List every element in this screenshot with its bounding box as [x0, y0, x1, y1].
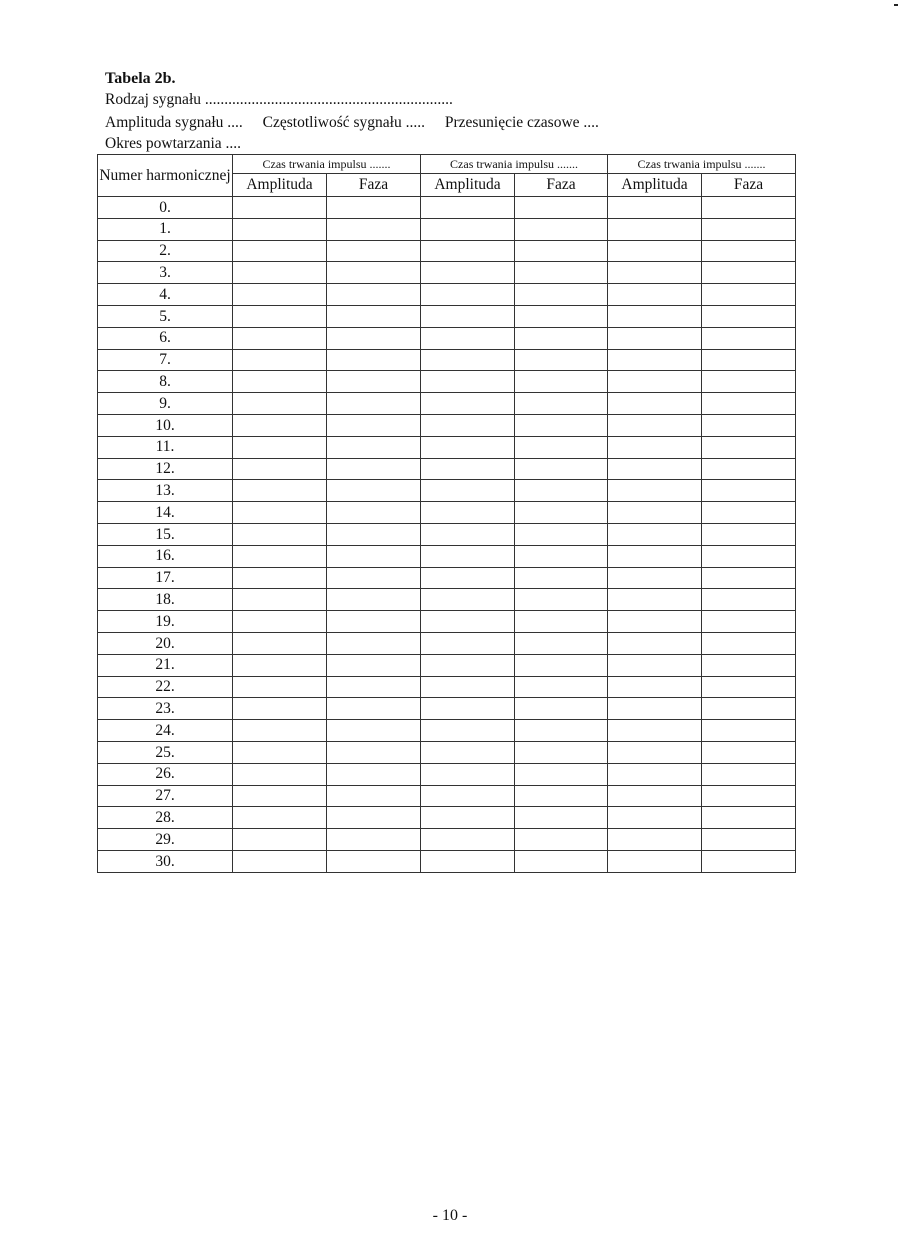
- phase-cell[interactable]: [327, 349, 421, 371]
- amplitude-cell[interactable]: [233, 458, 327, 480]
- amplitude-cell[interactable]: [421, 785, 515, 807]
- phase-cell[interactable]: [702, 632, 796, 654]
- phase-cell[interactable]: [702, 698, 796, 720]
- phase-cell[interactable]: [515, 850, 608, 872]
- amplitude-cell[interactable]: [233, 414, 327, 436]
- phase-cell[interactable]: [515, 589, 608, 611]
- amplitude-cell[interactable]: [608, 436, 702, 458]
- phase-cell[interactable]: [702, 567, 796, 589]
- amplitude-cell[interactable]: [608, 632, 702, 654]
- harmonic-number-cell: 26.: [98, 763, 233, 785]
- phase-cell[interactable]: [702, 218, 796, 240]
- pulse-duration-header: Czas trwania impulsu .......: [608, 155, 796, 174]
- phase-cell[interactable]: [702, 829, 796, 851]
- phase-cell[interactable]: [515, 393, 608, 415]
- harmonic-number-cell: 9.: [98, 393, 233, 415]
- amplitude-cell[interactable]: [421, 371, 515, 393]
- amplitude-cell[interactable]: [421, 567, 515, 589]
- harmonic-number-cell: 4.: [98, 284, 233, 306]
- harmonic-number-cell: 19.: [98, 611, 233, 633]
- amplitude-cell[interactable]: [233, 305, 327, 327]
- phase-cell[interactable]: [702, 414, 796, 436]
- pulse-duration-header: Czas trwania impulsu .......: [421, 155, 608, 174]
- table-row: [98, 197, 796, 219]
- phase-cell[interactable]: [327, 654, 421, 676]
- phase-cell[interactable]: [327, 785, 421, 807]
- phase-cell[interactable]: [702, 197, 796, 219]
- table-row: [98, 262, 796, 284]
- phase-cell[interactable]: [515, 523, 608, 545]
- amplitude-cell[interactable]: [421, 502, 515, 524]
- amplitude-cell[interactable]: [608, 240, 702, 262]
- harmonics-table: [97, 154, 796, 873]
- phase-cell[interactable]: [515, 349, 608, 371]
- phase-cell[interactable]: [327, 829, 421, 851]
- amplitude-cell[interactable]: [233, 240, 327, 262]
- table-row: [98, 589, 796, 611]
- amplitude-cell[interactable]: [233, 807, 327, 829]
- amplitude-cell[interactable]: [608, 698, 702, 720]
- amplitude-cell[interactable]: [233, 741, 327, 763]
- phase-cell[interactable]: [327, 698, 421, 720]
- phase-cell[interactable]: [327, 284, 421, 306]
- amplitude-cell[interactable]: [608, 850, 702, 872]
- phase-cell[interactable]: [327, 611, 421, 633]
- phase-cell[interactable]: [515, 632, 608, 654]
- amplitude-cell[interactable]: [608, 458, 702, 480]
- amplitude-cell[interactable]: [608, 480, 702, 502]
- amplitude-cell[interactable]: [608, 545, 702, 567]
- harmonic-number-cell: 20.: [98, 632, 233, 654]
- phase-cell[interactable]: [327, 545, 421, 567]
- phase-cell[interactable]: [702, 763, 796, 785]
- amplitude-cell[interactable]: [233, 720, 327, 742]
- amplitude-cell[interactable]: [608, 523, 702, 545]
- harmonic-number-cell: 7.: [98, 349, 233, 371]
- phase-cell[interactable]: [327, 480, 421, 502]
- phase-cell[interactable]: [515, 829, 608, 851]
- amplitude-cell[interactable]: [608, 305, 702, 327]
- phase-cell[interactable]: [515, 197, 608, 219]
- phase-cell[interactable]: [327, 393, 421, 415]
- harmonic-number-cell: 21.: [98, 654, 233, 676]
- phase-cell[interactable]: [515, 567, 608, 589]
- phase-header: Faza: [702, 174, 796, 197]
- harmonic-number-cell: 2.: [98, 240, 233, 262]
- table-row: [98, 654, 796, 676]
- amplitude-cell[interactable]: [608, 414, 702, 436]
- frequency-field: Częstotliwość sygnału .....: [262, 114, 425, 131]
- amplitude-cell[interactable]: [421, 720, 515, 742]
- phase-cell[interactable]: [327, 632, 421, 654]
- amplitude-cell[interactable]: [421, 327, 515, 349]
- table-row: [98, 829, 796, 851]
- phase-cell[interactable]: [327, 305, 421, 327]
- amplitude-cell[interactable]: [421, 698, 515, 720]
- phase-cell[interactable]: [702, 807, 796, 829]
- phase-cell[interactable]: [515, 218, 608, 240]
- phase-cell[interactable]: [702, 240, 796, 262]
- amplitude-cell[interactable]: [233, 371, 327, 393]
- amplitude-field: Amplituda sygnału ....: [105, 114, 243, 131]
- amplitude-cell[interactable]: [608, 502, 702, 524]
- amplitude-cell[interactable]: [608, 676, 702, 698]
- phase-cell[interactable]: [327, 414, 421, 436]
- harmonic-number-cell: 29.: [98, 829, 233, 851]
- harmonic-number-header: Numer harmonicznej: [98, 155, 233, 197]
- phase-cell[interactable]: [515, 698, 608, 720]
- amplitude-cell[interactable]: [233, 284, 327, 306]
- harmonic-number-cell: 17.: [98, 567, 233, 589]
- amplitude-cell[interactable]: [608, 262, 702, 284]
- page-number: - 10 -: [432, 1207, 468, 1224]
- table-row: [98, 393, 796, 415]
- table-title: Tabela 2b.: [105, 70, 176, 87]
- amplitude-cell[interactable]: [233, 523, 327, 545]
- amplitude-cell[interactable]: [608, 218, 702, 240]
- phase-cell[interactable]: [515, 305, 608, 327]
- harmonic-number-cell: 10.: [98, 414, 233, 436]
- harmonic-number-cell: 24.: [98, 720, 233, 742]
- harmonic-number-cell: 23.: [98, 698, 233, 720]
- amplitude-cell[interactable]: [421, 589, 515, 611]
- phase-cell[interactable]: [702, 850, 796, 872]
- phase-cell[interactable]: [515, 676, 608, 698]
- amplitude-cell[interactable]: [608, 284, 702, 306]
- amplitude-cell[interactable]: [233, 502, 327, 524]
- table-row: [98, 240, 796, 262]
- phase-cell[interactable]: [702, 741, 796, 763]
- amplitude-cell[interactable]: [233, 632, 327, 654]
- amplitude-cell[interactable]: [421, 632, 515, 654]
- amplitude-cell[interactable]: [421, 763, 515, 785]
- amplitude-cell[interactable]: [608, 807, 702, 829]
- phase-cell[interactable]: [327, 850, 421, 872]
- phase-cell[interactable]: [327, 197, 421, 219]
- amplitude-cell[interactable]: [233, 480, 327, 502]
- amplitude-cell[interactable]: [233, 829, 327, 851]
- amplitude-cell[interactable]: [421, 262, 515, 284]
- time-shift-field: Przesunięcie czasowe ....: [444, 114, 599, 131]
- phase-cell[interactable]: [702, 305, 796, 327]
- harmonic-number-cell: 18.: [98, 589, 233, 611]
- amplitude-cell[interactable]: [421, 741, 515, 763]
- table-row: [98, 436, 796, 458]
- phase-cell[interactable]: [515, 807, 608, 829]
- phase-cell[interactable]: [327, 502, 421, 524]
- amplitude-cell[interactable]: [421, 458, 515, 480]
- harmonic-number-cell: 13.: [98, 480, 233, 502]
- table-row: [98, 305, 796, 327]
- phase-cell[interactable]: [702, 785, 796, 807]
- table-row: [98, 371, 796, 393]
- phase-cell[interactable]: [327, 371, 421, 393]
- amplitude-cell[interactable]: [233, 654, 327, 676]
- phase-cell[interactable]: [515, 240, 608, 262]
- phase-cell[interactable]: [327, 676, 421, 698]
- phase-cell[interactable]: [515, 436, 608, 458]
- phase-cell[interactable]: [702, 262, 796, 284]
- harmonic-number-cell: 5.: [98, 305, 233, 327]
- phase-cell[interactable]: [515, 458, 608, 480]
- phase-cell[interactable]: [327, 436, 421, 458]
- period-field: Okres powtarzania ....: [105, 135, 242, 152]
- harmonic-number-cell: 3.: [98, 262, 233, 284]
- phase-cell[interactable]: [515, 371, 608, 393]
- phase-cell[interactable]: [515, 327, 608, 349]
- amplitude-cell[interactable]: [608, 763, 702, 785]
- amplitude-cell[interactable]: [608, 197, 702, 219]
- amplitude-cell[interactable]: [233, 698, 327, 720]
- phase-cell[interactable]: [515, 785, 608, 807]
- phase-cell[interactable]: [702, 393, 796, 415]
- phase-cell[interactable]: [702, 480, 796, 502]
- phase-cell[interactable]: [515, 741, 608, 763]
- harmonic-number-cell: 16.: [98, 545, 233, 567]
- signal-type-field: Rodzaj sygnału ................................................................: [105, 91, 453, 108]
- amplitude-cell[interactable]: [608, 720, 702, 742]
- phase-cell[interactable]: [327, 567, 421, 589]
- corner-mark: [894, 4, 898, 6]
- pulse-duration-header: Czas trwania impulsu .......: [233, 155, 421, 174]
- table-row: [98, 458, 796, 480]
- amplitude-cell[interactable]: [608, 327, 702, 349]
- amplitude-cell[interactable]: [608, 393, 702, 415]
- amplitude-cell[interactable]: [233, 197, 327, 219]
- phase-cell[interactable]: [702, 502, 796, 524]
- amplitude-cell[interactable]: [233, 545, 327, 567]
- amplitude-cell[interactable]: [233, 218, 327, 240]
- harmonic-number-cell: 0.: [98, 197, 233, 219]
- table-row: [98, 545, 796, 567]
- phase-header: Faza: [327, 174, 421, 197]
- table-row: [98, 349, 796, 371]
- table-row: [98, 698, 796, 720]
- table-row: [98, 632, 796, 654]
- phase-cell[interactable]: [515, 611, 608, 633]
- amplitude-cell[interactable]: [421, 349, 515, 371]
- phase-cell[interactable]: [702, 436, 796, 458]
- table-body: [98, 197, 796, 873]
- amplitude-cell[interactable]: [421, 218, 515, 240]
- amplitude-header: Amplituda: [233, 174, 327, 197]
- phase-cell[interactable]: [702, 523, 796, 545]
- phase-cell[interactable]: [515, 284, 608, 306]
- signal-parameters-line: [105, 114, 615, 132]
- phase-cell[interactable]: [327, 262, 421, 284]
- table-row: [98, 523, 796, 545]
- table-row: [98, 720, 796, 742]
- amplitude-cell[interactable]: [421, 240, 515, 262]
- phase-cell[interactable]: [515, 720, 608, 742]
- amplitude-cell[interactable]: [233, 327, 327, 349]
- phase-cell[interactable]: [327, 240, 421, 262]
- amplitude-cell[interactable]: [608, 589, 702, 611]
- harmonic-number-cell: 12.: [98, 458, 233, 480]
- amplitude-header: Amplituda: [608, 174, 702, 197]
- amplitude-cell[interactable]: [421, 523, 515, 545]
- table-row: [98, 785, 796, 807]
- table-row: [98, 327, 796, 349]
- phase-cell[interactable]: [702, 545, 796, 567]
- harmonic-number-cell: 1.: [98, 218, 233, 240]
- amplitude-cell[interactable]: [421, 545, 515, 567]
- phase-cell[interactable]: [702, 371, 796, 393]
- phase-cell[interactable]: [327, 807, 421, 829]
- phase-cell[interactable]: [702, 327, 796, 349]
- amplitude-cell[interactable]: [421, 305, 515, 327]
- amplitude-cell[interactable]: [421, 850, 515, 872]
- amplitude-cell[interactable]: [608, 567, 702, 589]
- table-row: [98, 284, 796, 306]
- harmonic-number-cell: 11.: [98, 436, 233, 458]
- harmonic-number-cell: 28.: [98, 807, 233, 829]
- harmonic-number-cell: 6.: [98, 327, 233, 349]
- amplitude-cell[interactable]: [421, 393, 515, 415]
- harmonic-number-cell: 30.: [98, 850, 233, 872]
- phase-cell[interactable]: [327, 720, 421, 742]
- phase-cell[interactable]: [515, 545, 608, 567]
- phase-cell[interactable]: [327, 218, 421, 240]
- amplitude-cell[interactable]: [421, 414, 515, 436]
- amplitude-cell[interactable]: [421, 611, 515, 633]
- phase-cell[interactable]: [327, 589, 421, 611]
- table-row: [98, 567, 796, 589]
- table-row: [98, 807, 796, 829]
- phase-cell[interactable]: [702, 349, 796, 371]
- table-row: [98, 611, 796, 633]
- phase-cell[interactable]: [702, 458, 796, 480]
- phase-cell[interactable]: [327, 741, 421, 763]
- phase-cell[interactable]: [702, 611, 796, 633]
- amplitude-cell[interactable]: [233, 676, 327, 698]
- amplitude-cell[interactable]: [233, 589, 327, 611]
- phase-cell[interactable]: [327, 327, 421, 349]
- amplitude-cell[interactable]: [233, 349, 327, 371]
- harmonic-number-cell: 25.: [98, 741, 233, 763]
- phase-cell[interactable]: [702, 676, 796, 698]
- harmonic-number-cell: 27.: [98, 785, 233, 807]
- amplitude-cell[interactable]: [608, 829, 702, 851]
- amplitude-cell[interactable]: [608, 349, 702, 371]
- table-row: [98, 480, 796, 502]
- table-row: [98, 414, 796, 436]
- amplitude-cell[interactable]: [233, 567, 327, 589]
- amplitude-cell[interactable]: [608, 654, 702, 676]
- phase-cell[interactable]: [515, 414, 608, 436]
- amplitude-cell[interactable]: [233, 262, 327, 284]
- phase-cell[interactable]: [702, 720, 796, 742]
- amplitude-cell[interactable]: [233, 611, 327, 633]
- amplitude-cell[interactable]: [233, 785, 327, 807]
- table-row: [98, 502, 796, 524]
- phase-cell[interactable]: [702, 284, 796, 306]
- phase-cell[interactable]: [702, 589, 796, 611]
- amplitude-cell[interactable]: [608, 785, 702, 807]
- phase-cell[interactable]: [515, 763, 608, 785]
- harmonic-number-cell: 15.: [98, 523, 233, 545]
- amplitude-header: Amplituda: [421, 174, 515, 197]
- amplitude-cell[interactable]: [421, 436, 515, 458]
- table-row: [98, 763, 796, 785]
- phase-cell[interactable]: [327, 458, 421, 480]
- phase-cell[interactable]: [515, 262, 608, 284]
- table-row: [98, 850, 796, 872]
- amplitude-cell[interactable]: [421, 480, 515, 502]
- table-row: [98, 741, 796, 763]
- phase-cell[interactable]: [327, 763, 421, 785]
- amplitude-cell[interactable]: [421, 654, 515, 676]
- phase-cell[interactable]: [327, 523, 421, 545]
- harmonic-number-cell: 22.: [98, 676, 233, 698]
- amplitude-cell[interactable]: [421, 676, 515, 698]
- table-row: [98, 218, 796, 240]
- amplitude-cell[interactable]: [608, 371, 702, 393]
- amplitude-cell[interactable]: [233, 763, 327, 785]
- phase-cell[interactable]: [702, 654, 796, 676]
- amplitude-cell[interactable]: [421, 829, 515, 851]
- phase-cell[interactable]: [515, 654, 608, 676]
- amplitude-cell[interactable]: [608, 741, 702, 763]
- phase-cell[interactable]: [515, 480, 608, 502]
- amplitude-cell[interactable]: [233, 393, 327, 415]
- harmonic-number-cell: 8.: [98, 371, 233, 393]
- amplitude-cell[interactable]: [421, 284, 515, 306]
- harmonic-number-cell: 14.: [98, 502, 233, 524]
- amplitude-cell[interactable]: [421, 197, 515, 219]
- amplitude-cell[interactable]: [608, 611, 702, 633]
- amplitude-cell[interactable]: [233, 436, 327, 458]
- amplitude-cell[interactable]: [421, 807, 515, 829]
- amplitude-cell[interactable]: [233, 850, 327, 872]
- phase-header: Faza: [515, 174, 608, 197]
- table-row: [98, 676, 796, 698]
- phase-cell[interactable]: [515, 502, 608, 524]
